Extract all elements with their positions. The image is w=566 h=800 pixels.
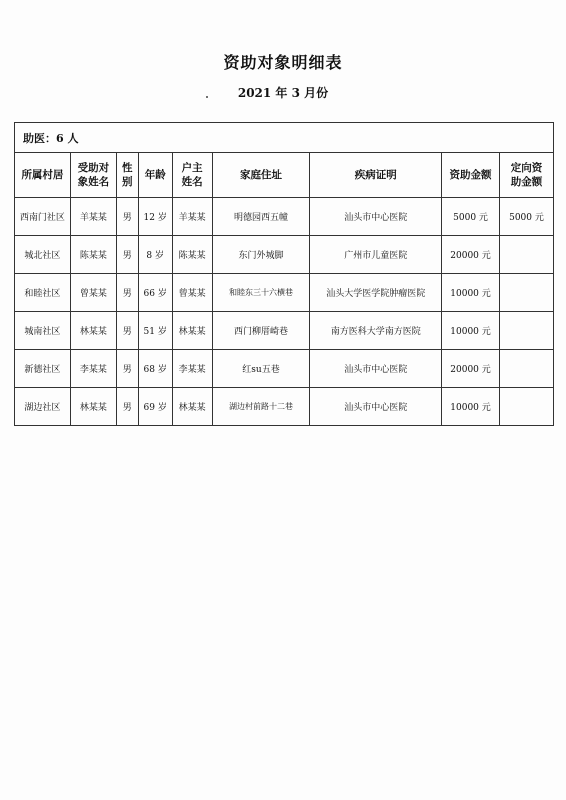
table-cell: 西南门社区 bbox=[15, 198, 71, 236]
table-cell: 汕头市中心医院 bbox=[310, 388, 442, 426]
column-header-line: 疾病证明 bbox=[354, 169, 397, 181]
table-cell: 男 bbox=[116, 350, 138, 388]
table-row bbox=[15, 236, 554, 274]
table-cell: 汕头大学医学院肿瘤医院 bbox=[310, 274, 442, 312]
table-cell bbox=[500, 388, 554, 426]
table-cell: 51 岁 bbox=[138, 312, 172, 350]
table-cell: 男 bbox=[116, 198, 138, 236]
column-header-line: 助金额 bbox=[510, 176, 543, 188]
table-cell: 男 bbox=[116, 274, 138, 312]
table-cell: 李某某 bbox=[172, 350, 212, 388]
column-header-line: 性 bbox=[122, 162, 133, 174]
table-cell: 城北社区 bbox=[15, 236, 71, 274]
table-cell: 和睦社区 bbox=[15, 274, 71, 312]
table-cell: 男 bbox=[116, 312, 138, 350]
column-header bbox=[310, 153, 442, 198]
table-cell: 曾某某 bbox=[70, 274, 116, 312]
table-row bbox=[15, 274, 554, 312]
table-cell bbox=[500, 312, 554, 350]
table-row bbox=[15, 312, 554, 350]
table-cell: 陈某某 bbox=[70, 236, 116, 274]
table-cell: 曾某某 bbox=[172, 274, 212, 312]
column-header-line: 定向资 bbox=[510, 162, 543, 174]
table-cell: 羊某某 bbox=[70, 198, 116, 236]
table-cell: 林某某 bbox=[172, 312, 212, 350]
table-cell: 20000 元 bbox=[442, 350, 500, 388]
column-header bbox=[70, 153, 116, 198]
table-cell: 10000 元 bbox=[442, 312, 500, 350]
table-cell: 68 岁 bbox=[138, 350, 172, 388]
table-cell: 明德园西五幢 bbox=[212, 198, 310, 236]
stray-dot bbox=[206, 96, 208, 98]
table-cell: 陈某某 bbox=[172, 236, 212, 274]
table-cell: 羊某某 bbox=[172, 198, 212, 236]
table-cell: 林某某 bbox=[70, 312, 116, 350]
table-cell: 东门外城脚 bbox=[212, 236, 310, 274]
table-row bbox=[15, 198, 554, 236]
table-cell: 新德社区 bbox=[15, 350, 71, 388]
column-header bbox=[138, 153, 172, 198]
column-header bbox=[212, 153, 310, 198]
table-cell: 广州市儿童医院 bbox=[310, 236, 442, 274]
column-header-line: 所属村居 bbox=[21, 169, 64, 181]
column-header-line: 姓名 bbox=[181, 176, 203, 188]
table-cell: 5000 元 bbox=[500, 198, 554, 236]
table-cell: 66 岁 bbox=[138, 274, 172, 312]
table-cell: 69 岁 bbox=[138, 388, 172, 426]
column-header-line: 户主 bbox=[181, 162, 203, 174]
table-cell: 汕头市中心医院 bbox=[310, 198, 442, 236]
table-cell: 林某某 bbox=[172, 388, 212, 426]
table-cell bbox=[500, 236, 554, 274]
column-header-line: 受助对 bbox=[77, 162, 110, 174]
table-cell: 湖边社区 bbox=[15, 388, 71, 426]
table-cell: 10000 元 bbox=[442, 274, 500, 312]
header-row bbox=[15, 153, 554, 198]
column-header bbox=[116, 153, 138, 198]
column-header bbox=[15, 153, 71, 198]
column-header-line: 家庭住址 bbox=[240, 169, 282, 181]
table-cell: 城南社区 bbox=[15, 312, 71, 350]
table-body bbox=[15, 198, 554, 426]
table-cell bbox=[500, 274, 554, 312]
table-cell: 湖边村前路十二巷 bbox=[212, 388, 310, 426]
column-header-line: 象姓名 bbox=[77, 176, 110, 188]
column-header-line: 别 bbox=[122, 176, 133, 188]
table-cell: 和睦东三十六横巷 bbox=[212, 274, 310, 312]
table-cell: 5000 元 bbox=[442, 198, 500, 236]
column-header bbox=[500, 153, 554, 198]
document-subtitle: 2021 年 3 月份 bbox=[237, 86, 329, 100]
table-cell bbox=[500, 350, 554, 388]
table-cell: 红su五巷 bbox=[212, 350, 310, 388]
table-cell: 林某某 bbox=[70, 388, 116, 426]
table-cell: 西门柳厝崎巷 bbox=[212, 312, 310, 350]
table-cell: 男 bbox=[116, 236, 138, 274]
column-header bbox=[442, 153, 500, 198]
table-cell: 20000 元 bbox=[442, 236, 500, 274]
table-cell: 12 岁 bbox=[138, 198, 172, 236]
table-cell: 男 bbox=[116, 388, 138, 426]
document-title: 资助对象明细表 bbox=[223, 53, 343, 72]
table-row bbox=[15, 350, 554, 388]
column-header-line: 资助金额 bbox=[449, 169, 492, 181]
table-cell: 8 岁 bbox=[138, 236, 172, 274]
summary-cell: 助医：6 人 bbox=[15, 123, 554, 153]
column-header-line: 年龄 bbox=[144, 169, 166, 181]
column-header bbox=[172, 153, 212, 198]
summary-row bbox=[15, 123, 554, 153]
table-cell: 南方医科大学南方医院 bbox=[310, 312, 442, 350]
table-cell: 李某某 bbox=[70, 350, 116, 388]
aid-recipient-table bbox=[14, 122, 554, 426]
table-row bbox=[15, 388, 554, 426]
table-cell: 10000 元 bbox=[442, 388, 500, 426]
table-cell: 汕头市中心医院 bbox=[310, 350, 442, 388]
